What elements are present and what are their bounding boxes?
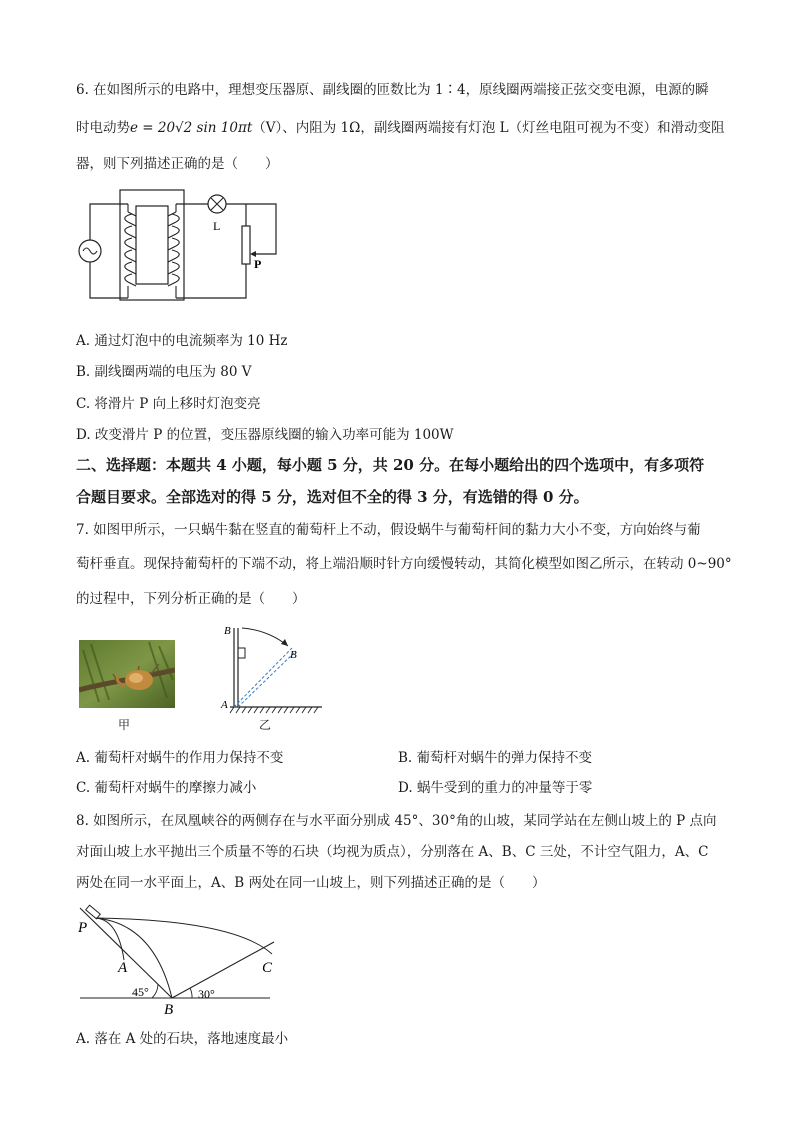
q8-angle-30: 30°: [198, 987, 215, 1001]
q8-label-B: B: [164, 1002, 174, 1018]
rheostat-icon: [242, 226, 250, 264]
q6-transformer-circuit-figure: [74, 186, 294, 306]
rotation-arrow-icon: [281, 639, 288, 646]
q6-stem-line1: 6. 在如图所示的电路中，理想变压器原、副线圈的匝数比为 1∶4，原线圈两端接正弦交变电源，电源的瞬: [76, 82, 709, 98]
q6-label-P: P: [254, 257, 262, 271]
q8-canyon-figure: [74, 900, 284, 1022]
q8-stem-line2: 对面山坡上水平抛出三个质量不等的石块（均视为质点），分别落在 A、B、C 三处，不计空气阻力，A、C: [76, 844, 709, 860]
q6-stem-prefix: 时电动势: [76, 120, 130, 136]
q7-snail-photo: [79, 640, 175, 708]
primary-coil-icon: [125, 204, 136, 298]
q6-label-L: L: [213, 219, 221, 233]
q6-option-b: B. 副线圈两端的电压为 80 V: [76, 364, 252, 380]
q6-stem-line2: [76, 118, 725, 138]
q7-option-c: C. 葡萄杆对蜗牛的摩擦力减小: [76, 780, 257, 796]
q6-option-c: C. 将滑片 P 向上移时灯泡变亮: [76, 396, 261, 412]
q6-stem-suffix: （V）、内阻为 1Ω，副线圈两端接有灯泡 L（灯丝电阻可视为不变）和滑动变阻: [252, 120, 725, 136]
q6-stem-line3: 器，则下列描述正确的是（ ）: [76, 156, 279, 172]
q7-caption-yi: 乙: [259, 718, 272, 732]
q8-stem-line1: 8. 如图所示，在凤凰峡谷的两侧存在与水平面分别成 45°、30°角的山坡，某同学站在左侧山坡上的 P 点向: [76, 813, 717, 829]
section2-heading-line1: 二、选择题：本题共 4 小题，每小题 5 分，共 20 分。在每小题给出的四个选项中，有多项符: [76, 456, 705, 474]
q7-label-A: A: [221, 699, 228, 711]
ground-hatch: [230, 707, 318, 713]
q8-label-A: A: [118, 960, 128, 976]
q7-label-B-rotated: B: [290, 649, 297, 661]
q7-option-d: D. 蜗牛受到的重力的冲量等于零: [398, 780, 593, 796]
q6-option-d: D. 改变滑片 P 的位置，变压器原线圈的输入功率可能为 100W: [76, 427, 454, 443]
q8-label-C: C: [262, 960, 273, 976]
transformer-core-inner: [136, 206, 168, 284]
q7-rotation-model-figure: [218, 622, 328, 716]
q8-angle-45: 45°: [132, 985, 149, 999]
q8-option-a: A. 落在 A 处的石块，落地速度最小: [76, 1031, 289, 1047]
q7-label-B-top: B: [224, 625, 231, 637]
section2-heading-line2: 合题目要求。全部选对的得 5 分，选对但不全的得 3 分，有选错的得 0 分。: [76, 488, 589, 506]
q6-emf-formula: e = 20√2 sin 10πt: [130, 120, 253, 136]
q7-stem-line2: 萄杆垂直。现保持葡萄杆的下端不动，将上端沿顺时针方向缓慢转动，其简化模型如图乙所示，在转动 0~90°: [76, 556, 732, 572]
q8-label-P: P: [78, 920, 88, 936]
q7-stem-line3: 的过程中，下列分析正确的是（ ）: [76, 591, 306, 607]
launch-point-icon: [86, 905, 101, 919]
q7-option-b: B. 葡萄杆对蜗牛的弹力保持不变: [398, 750, 593, 766]
q6-option-a: A. 通过灯泡中的电流频率为 10 Hz: [76, 333, 288, 349]
secondary-coil-icon: [168, 204, 179, 298]
q7-option-a: A. 葡萄杆对蜗牛的作用力保持不变: [76, 750, 284, 766]
q8-stem-line3: 两处在同一水平面上，A、B 两处在同一山坡上，则下列描述正确的是（ ）: [76, 875, 546, 891]
q7-stem-line1: 7. 如图甲所示，一只蜗牛黏在竖直的葡萄杆上不动，假设蜗牛与葡萄杆间的黏力大小不变，方向始终与葡: [76, 522, 701, 538]
q7-caption-jia: 甲: [118, 718, 131, 732]
